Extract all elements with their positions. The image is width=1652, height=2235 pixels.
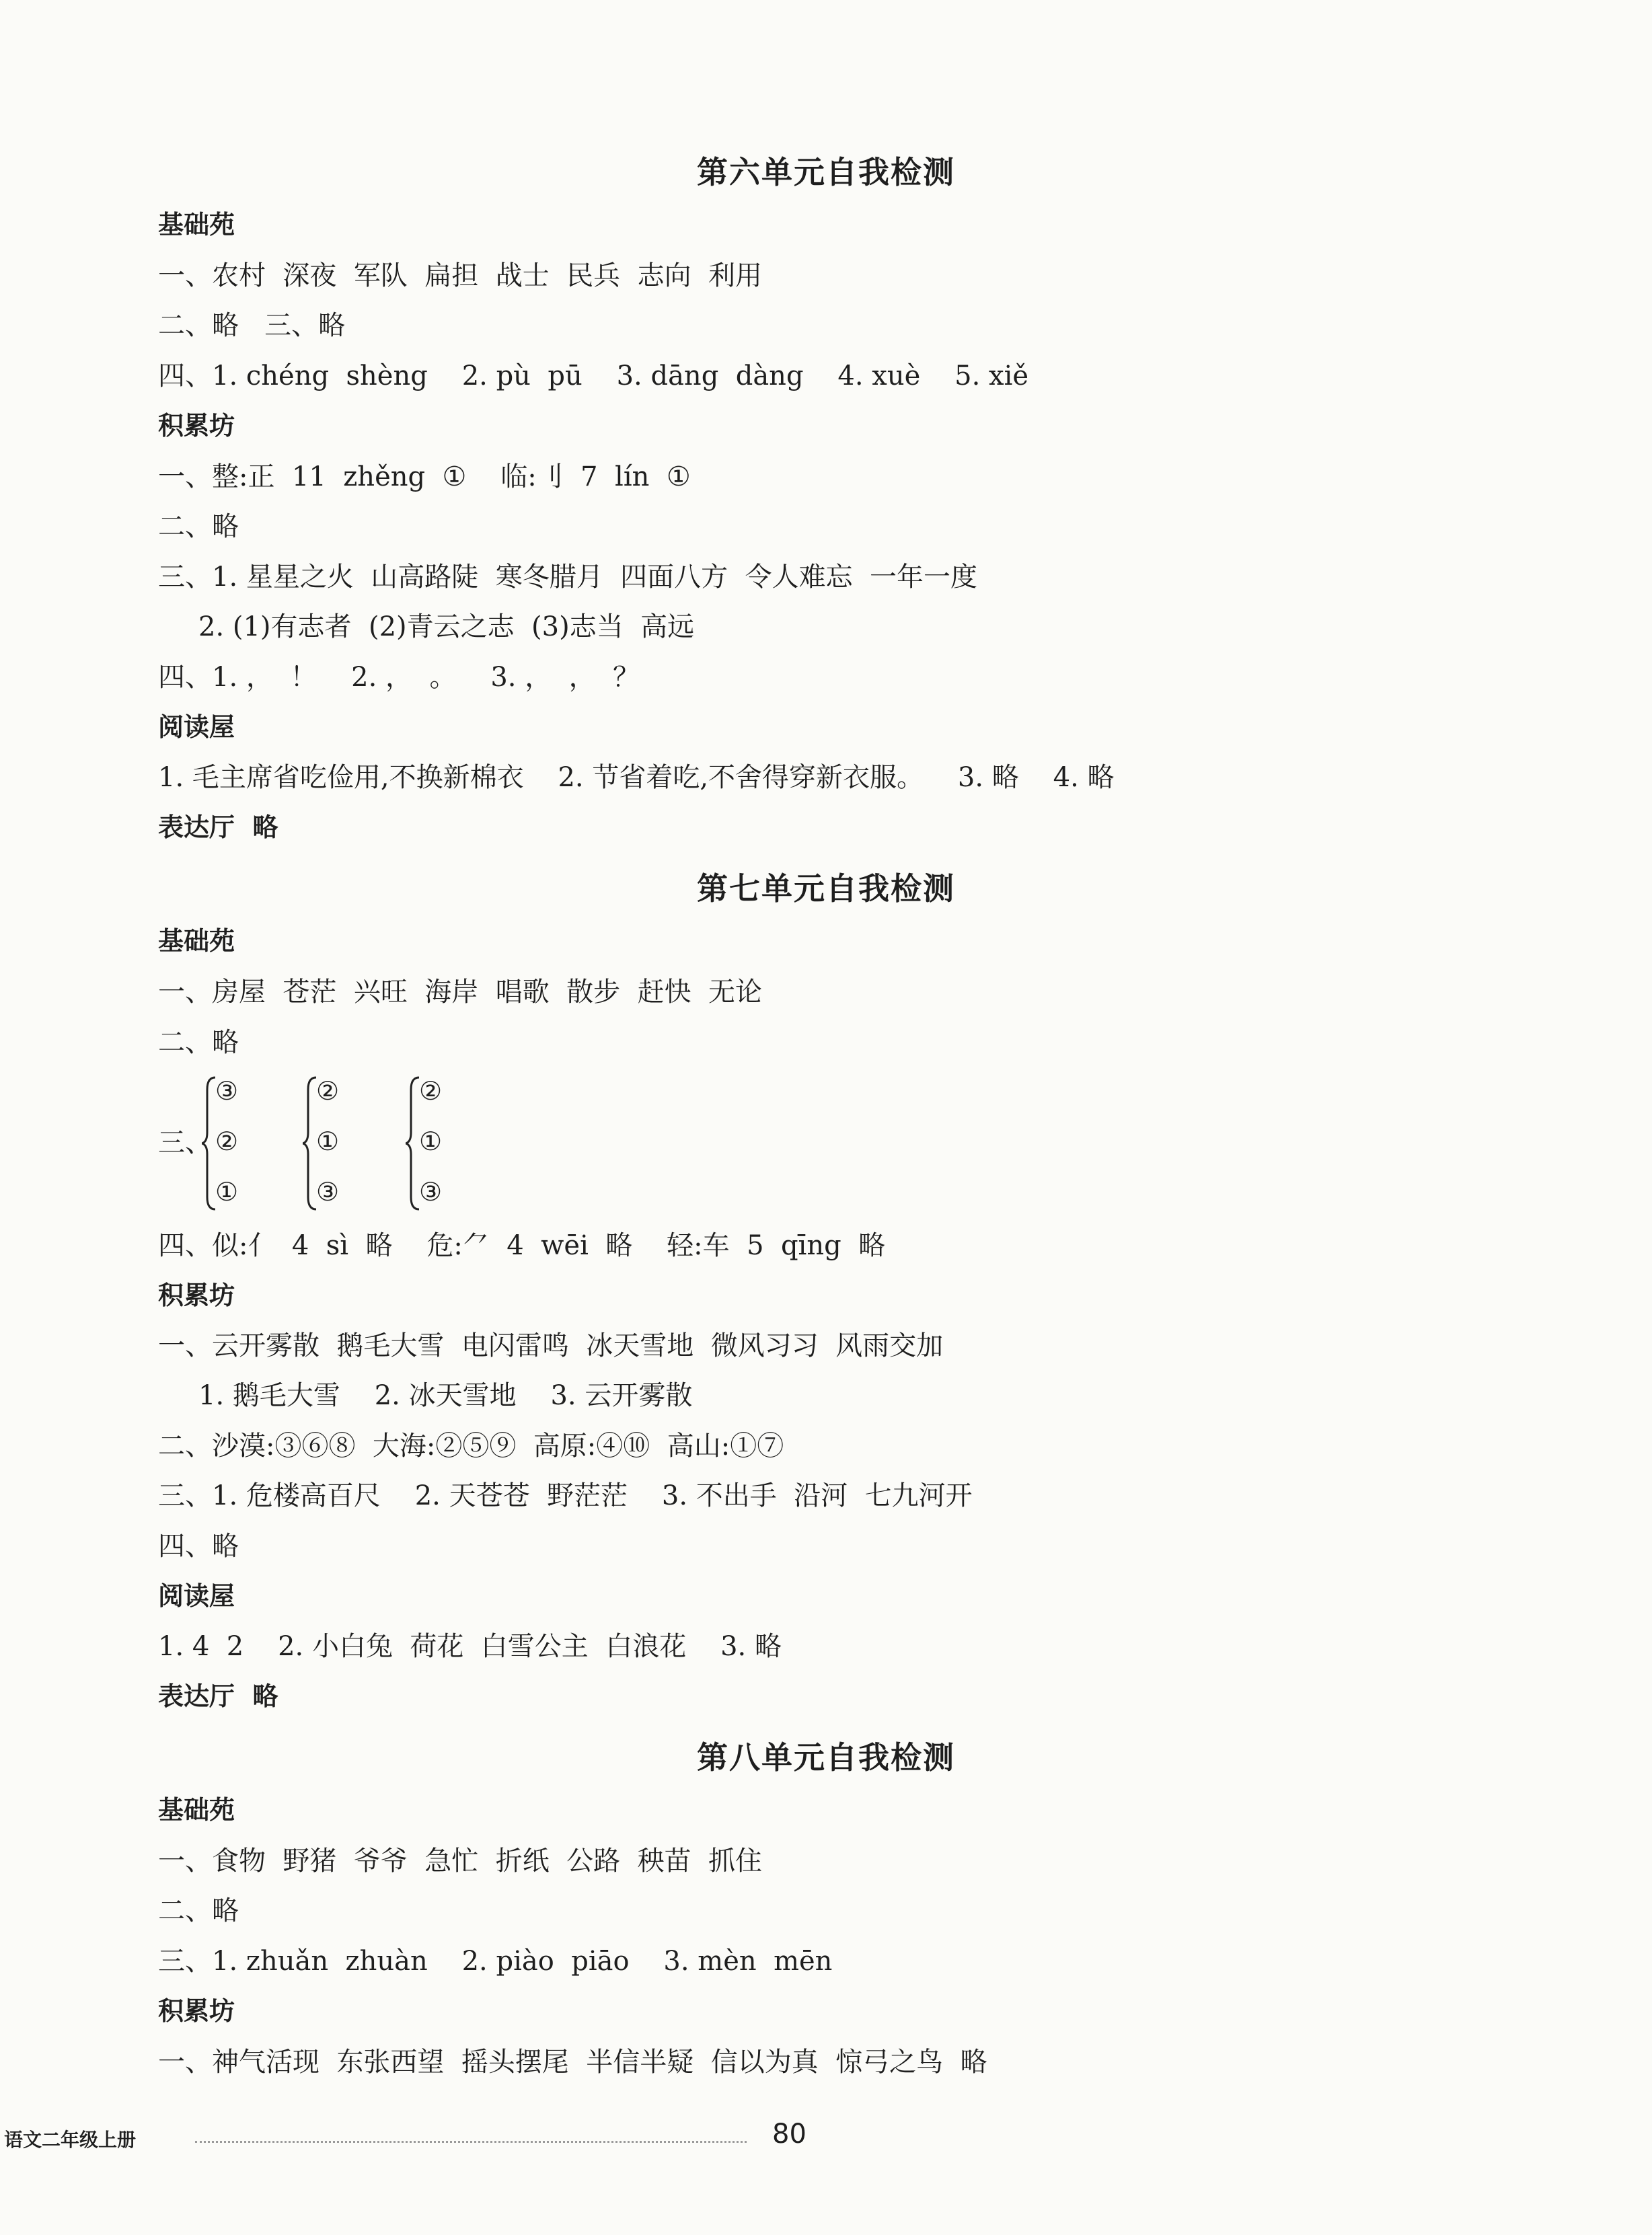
heading-yueduwu: 阅读屋 — [158, 712, 235, 742]
heading-jichuyuan: 基础苑 — [158, 1795, 235, 1825]
heading-jichuyuan: 基础苑 — [158, 210, 235, 239]
heading-jileifang: 积累坊 — [158, 1996, 235, 2026]
brace-icon — [406, 1076, 420, 1211]
answer-line: 二、沙漠:③⑥⑧ 大海:②⑤⑨ 高原:④⑩ 高山:①⑦ — [158, 1431, 784, 1462]
answer-line: 一、房屋 苍茫 兴旺 海岸 唱歌 散步 赶快 无论 — [158, 977, 763, 1008]
answer-line: 一、神气活现 东张西望 摇头摆尾 半信半疑 信以为真 惊弓之鸟 略 — [158, 2047, 987, 2078]
answer-line: 1. 4 2 2. 小白兔 荷花 白雪公主 白浪花 3. 略 — [158, 1631, 782, 1662]
answer-line: 二、略 — [158, 1895, 239, 1926]
answer-line: 三、1. 危楼高百尺 2. 天苍苍 野茫茫 3. 不出手 沿河 七九河开 — [158, 1480, 973, 1511]
section-title-unit8: 第八单元自我检测 — [697, 1739, 955, 1776]
answer-line: 三、1. 星星之火 山高路陡 寒冬腊月 四面八方 令人难忘 一年一度 — [158, 562, 978, 593]
answer-line: 一、农村 深夜 军队 扁担 战士 民兵 志向 利用 — [158, 260, 763, 291]
brace-option: ③ — [215, 1076, 239, 1106]
answer-line: 四、1. ， ！ 2. ， 。 3. ， ， ？ — [158, 662, 640, 693]
footer-book-title: 语文二年级上册 — [4, 2129, 137, 2151]
brace-question-label: 三、 — [158, 1127, 212, 1158]
brace-option: ② — [215, 1127, 239, 1156]
answer-line: 一、食物 野猪 爷爷 急忙 折纸 公路 秧苗 抓住 — [158, 1846, 763, 1877]
heading-biaodating: 表达厅 略 — [158, 1681, 278, 1711]
heading-jileifang: 积累坊 — [158, 1281, 235, 1310]
footer-divider — [195, 2141, 747, 2143]
answer-line: 二、略 三、略 — [158, 310, 346, 341]
brace-option: ① — [419, 1127, 443, 1156]
brace-option: ① — [215, 1177, 239, 1207]
answer-line: 四、1. chéng shèng 2. pù pū 3. dāng dàng 4. xuè 5. xiě — [158, 361, 1029, 391]
answer-line: 四、似:亻 4 sì 略 危:⺈ 4 wēi 略 轻:车 5 qīng 略 — [158, 1230, 886, 1261]
answer-line: 2. (1)有志者 (2)青云之志 (3)志当 高远 — [198, 611, 695, 642]
heading-jileifang: 积累坊 — [158, 411, 235, 441]
answer-line: 二、略 — [158, 1027, 239, 1058]
brace-option: ③ — [419, 1177, 443, 1207]
answer-line: 二、略 — [158, 511, 239, 542]
brace-icon — [303, 1076, 317, 1211]
page-number: 80 — [772, 2119, 806, 2150]
brace-option: ③ — [316, 1177, 340, 1207]
section-title-unit6: 第六单元自我检测 — [697, 154, 955, 190]
brace-option: ② — [419, 1076, 443, 1106]
heading-yueduwu: 阅读屋 — [158, 1581, 235, 1611]
answer-line: 一、云开雾散 鹅毛大雪 电闪雷鸣 冰天雪地 微风习习 风雨交加 — [158, 1330, 944, 1361]
answer-line: 三、1. zhuǎn zhuàn 2. piào piāo 3. mèn mēn — [158, 1946, 833, 1977]
answer-line: 一、整:正 11 zhěng ① 临:刂 7 lín ① — [158, 461, 691, 492]
answer-line: 四、略 — [158, 1531, 239, 1562]
brace-option: ② — [316, 1076, 340, 1106]
answer-line: 1. 毛主席省吃俭用,不换新棉衣 2. 节省着吃,不舍得穿新衣服。 3. 略 4. 略 — [158, 762, 1115, 793]
heading-biaodating: 表达厅 略 — [158, 812, 278, 842]
heading-jichuyuan: 基础苑 — [158, 926, 235, 956]
brace-icon — [202, 1076, 217, 1211]
answer-line: 1. 鹅毛大雪 2. 冰天雪地 3. 云开雾散 — [198, 1380, 693, 1411]
section-title-unit7: 第七单元自我检测 — [697, 870, 955, 907]
brace-option: ① — [316, 1127, 340, 1156]
